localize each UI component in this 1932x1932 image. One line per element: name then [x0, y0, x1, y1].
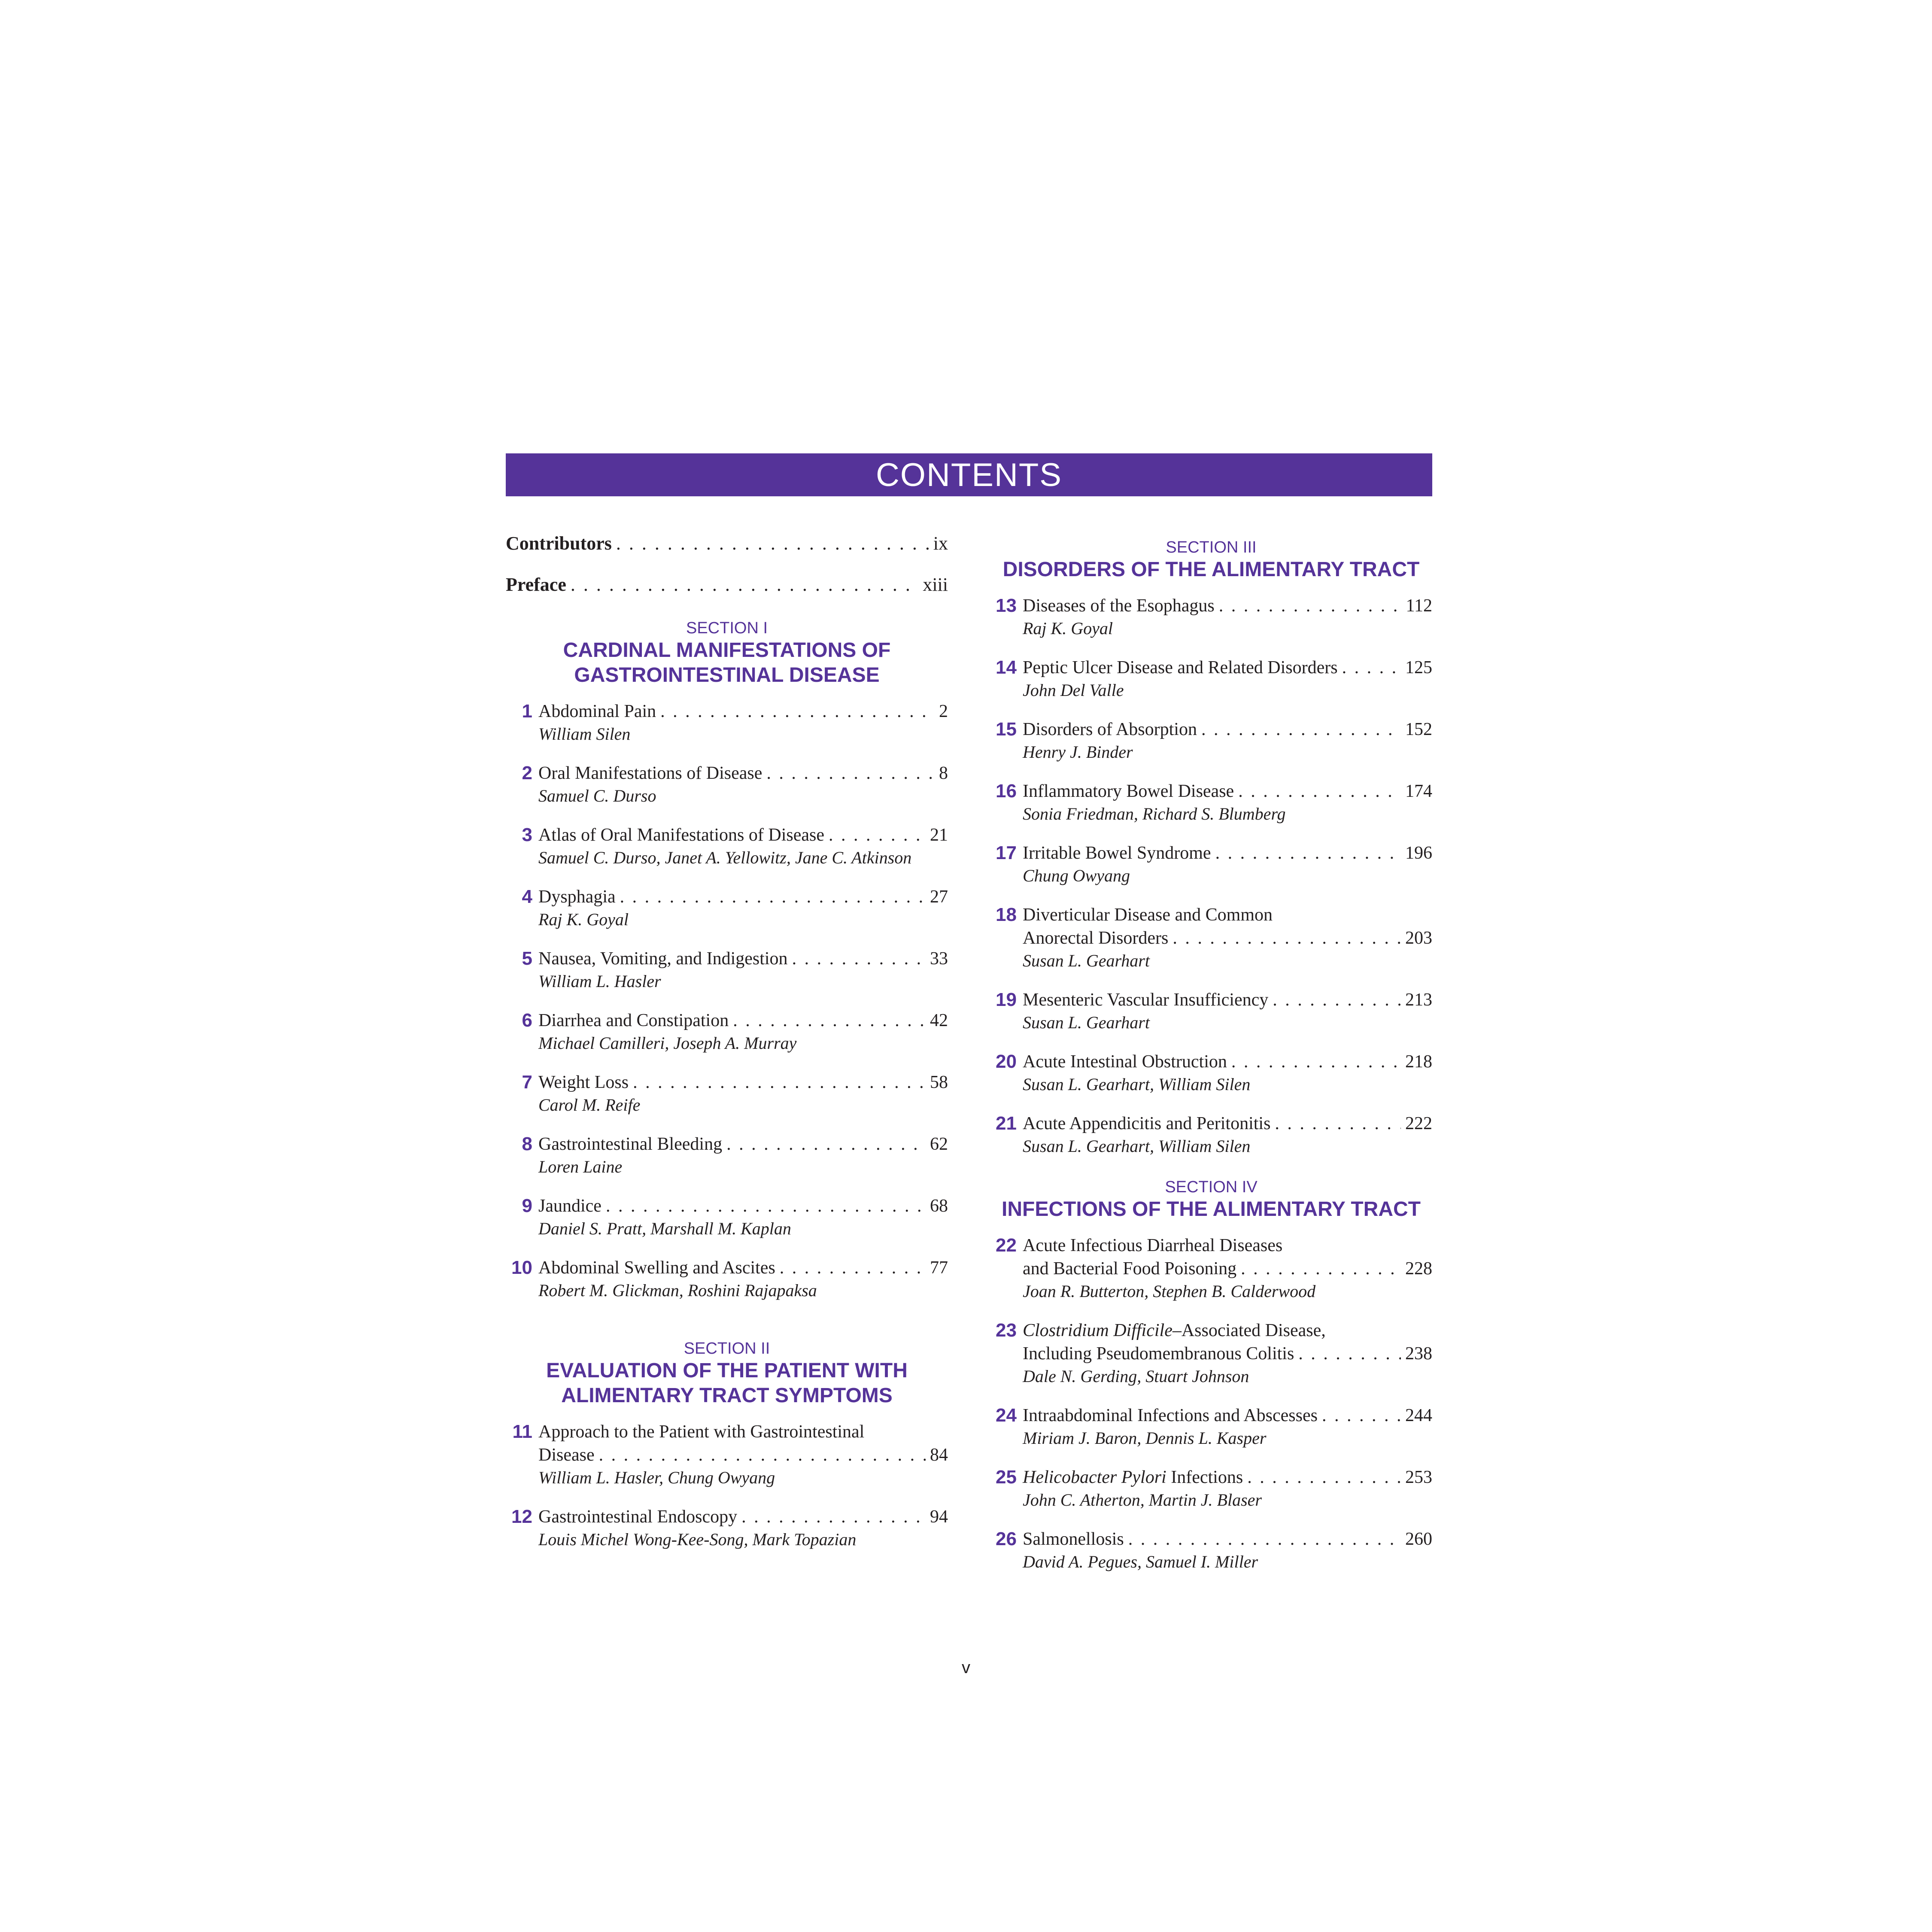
chapter-number: 11 [512, 1421, 532, 1442]
dot-leader [1275, 1112, 1401, 1135]
section-title-line: ALIMENTARY TRACT SYMPTOMS [561, 1384, 893, 1407]
dot-leader [1241, 1257, 1401, 1280]
chapter-page: 253 [1405, 1467, 1432, 1487]
toc-entry[interactable] [506, 823, 948, 869]
chapter-number: 8 [522, 1133, 532, 1154]
chapter-authors: Loren Laine [538, 1157, 623, 1176]
chapter-number: 12 [511, 1506, 532, 1527]
chapter-authors: John Del Valle [1023, 680, 1124, 700]
front-matter-contributors[interactable] [506, 532, 948, 557]
dot-leader [1128, 1528, 1401, 1551]
chapter-number: 7 [522, 1072, 532, 1093]
dot-leader [1273, 988, 1401, 1012]
toc-entry[interactable] [506, 1194, 948, 1240]
chapter-title: Mesenteric Vascular Insufficiency [1023, 990, 1269, 1010]
toc-entry[interactable] [990, 903, 1432, 972]
chapter-page: 228 [1405, 1259, 1432, 1279]
chapter-title-first-line: Acute Infectious Diarrheal Diseases [1023, 1236, 1283, 1255]
toc-entry[interactable] [990, 1050, 1432, 1096]
chapter-authors: Raj K. Goyal [1023, 619, 1113, 638]
toc-entry[interactable] [990, 988, 1432, 1034]
toc-entry[interactable] [990, 1528, 1432, 1573]
chapter-title-first-line: Diverticular Disease and Common [1023, 905, 1273, 925]
toc-entry[interactable] [990, 1466, 1432, 1511]
chapter-page: 238 [1405, 1344, 1432, 1364]
chapter-title: Peptic Ulcer Disease and Related Disorders [1023, 658, 1338, 677]
section-title-line: INFECTIONS OF THE ALIMENTARY TRACT [1002, 1198, 1421, 1221]
chapter-title: Anorectal Disorders [1023, 928, 1169, 948]
chapter-title: Diseases of the Esophagus [1023, 596, 1215, 616]
section-heading-3 [990, 538, 1432, 582]
front-matter-title: Contributors [506, 533, 612, 554]
chapter-number: 5 [522, 948, 532, 969]
chapter-title: Abdominal Pain [538, 702, 656, 721]
chapter-number: 22 [996, 1235, 1017, 1256]
chapter-authors: John C. Atherton, Martin J. Blaser [1023, 1490, 1262, 1510]
section-heading-4 [990, 1177, 1432, 1222]
chapter-title: Disease [538, 1445, 595, 1465]
chapter-authors: Dale N. Gerding, Stuart Johnson [1023, 1367, 1249, 1386]
chapter-page: 125 [1405, 658, 1432, 677]
chapter-authors: Samuel C. Durso, Janet A. Yellowitz, Jane C. Atkinson [538, 848, 912, 867]
dot-leader [829, 823, 926, 847]
chapter-authors: Daniel S. Pratt, Marshall M. Kaplan [538, 1219, 791, 1238]
toc-entry[interactable] [990, 656, 1432, 702]
toc-entry[interactable] [506, 762, 948, 807]
toc-entry[interactable] [506, 1420, 948, 1489]
chapter-page: 84 [930, 1445, 948, 1465]
chapter-authors: Louis Michel Wong-Kee-Song, Mark Topazian [538, 1530, 857, 1549]
chapter-title: Nausea, Vomiting, and Indigestion [538, 949, 788, 969]
dot-leader [733, 1009, 926, 1032]
chapter-title: Infections [1166, 1467, 1243, 1487]
section-heading-2 [506, 1339, 948, 1408]
section-title-line: CARDINAL MANIFESTATIONS OF [563, 639, 891, 662]
chapter-page: 196 [1405, 843, 1432, 863]
page-title: CONTENTS [876, 456, 1062, 493]
dot-leader [616, 532, 929, 554]
dot-leader [1173, 927, 1401, 950]
chapter-title: Abdominal Swelling and Ascites [538, 1258, 775, 1278]
toc-entry[interactable] [506, 1133, 948, 1178]
page-number: v [962, 1658, 970, 1677]
chapter-title-italic: Clostridium Difficile [1023, 1321, 1173, 1340]
chapter-authors: Chung Owyang [1023, 866, 1130, 885]
section-label: SECTION I [686, 619, 768, 637]
chapter-title-italic: Helicobacter Pylori [1023, 1467, 1166, 1487]
chapter-title-first-line: –Associated Disease, [1172, 1321, 1326, 1340]
section-title-line: GASTROINTESTINAL DISEASE [574, 664, 880, 687]
chapter-page: 203 [1405, 928, 1432, 948]
dot-leader [660, 700, 935, 723]
chapter-page: 222 [1405, 1114, 1432, 1133]
chapter-number: 13 [996, 595, 1017, 616]
chapter-page: 244 [1405, 1406, 1432, 1425]
chapter-page: 174 [1405, 781, 1432, 801]
chapter-number: 18 [996, 904, 1017, 925]
dot-leader [1298, 1342, 1401, 1365]
chapter-authors: Susan L. Gearhart, William Silen [1023, 1075, 1251, 1094]
dot-leader [1231, 1050, 1401, 1073]
toc-entry[interactable] [506, 1505, 948, 1551]
section-heading-1 [506, 618, 948, 688]
chapter-number: 19 [996, 989, 1017, 1010]
front-matter-preface[interactable] [506, 574, 948, 598]
chapter-title: Oral Manifestations of Disease [538, 763, 762, 783]
chapter-number: 21 [996, 1113, 1017, 1134]
chapter-authors: David A. Pegues, Samuel I. Miller [1023, 1552, 1258, 1571]
section-title-line: DISORDERS OF THE ALIMENTARY TRACT [1002, 558, 1420, 581]
chapter-page: 94 [930, 1507, 948, 1527]
section-label: SECTION III [1166, 538, 1257, 556]
dot-leader [1247, 1466, 1401, 1489]
toc-entry[interactable] [506, 947, 948, 993]
chapter-page: 27 [930, 887, 948, 907]
toc-entry[interactable] [506, 885, 948, 931]
chapter-title-first-line: Approach to the Patient with Gastrointestinal [538, 1422, 865, 1442]
dot-leader [1342, 656, 1401, 679]
dot-leader [780, 1256, 926, 1279]
left-column [506, 532, 948, 1567]
toc-entry[interactable] [990, 718, 1432, 763]
dot-leader [1322, 1404, 1401, 1427]
chapter-page: 68 [930, 1196, 948, 1216]
toc-entry[interactable] [990, 1404, 1432, 1449]
dot-leader [571, 574, 918, 595]
chapter-page: 260 [1405, 1529, 1432, 1549]
front-matter-page: ix [933, 533, 948, 554]
chapter-title: Irritable Bowel Syndrome [1023, 843, 1211, 863]
front-matter-page: xiii [923, 574, 948, 595]
chapter-title: Intraabdominal Infections and Abscesses [1023, 1406, 1318, 1425]
chapter-title: Jaundice [538, 1196, 601, 1216]
chapter-authors: Michael Camilleri, Joseph A. Murray [538, 1033, 797, 1053]
chapter-number: 24 [996, 1405, 1017, 1426]
chapter-authors: William L. Hasler, Chung Owyang [538, 1468, 775, 1487]
chapter-title: Weight Loss [538, 1072, 629, 1092]
chapter-page: 152 [1405, 720, 1432, 739]
chapter-authors: Miriam J. Baron, Dennis L. Kasper [1023, 1428, 1267, 1448]
chapter-page: 62 [930, 1134, 948, 1154]
chapter-authors: Susan L. Gearhart [1023, 1013, 1150, 1032]
chapter-title: and Bacterial Food Poisoning [1023, 1259, 1237, 1279]
chapter-authors: Raj K. Goyal [538, 910, 629, 929]
dot-leader [726, 1133, 926, 1156]
dot-leader [792, 947, 926, 970]
section-title-line: EVALUATION OF THE PATIENT WITH [546, 1359, 908, 1382]
chapter-number: 17 [996, 842, 1017, 863]
chapter-number: 14 [996, 657, 1017, 678]
toc-entry[interactable] [990, 1112, 1432, 1157]
chapter-title: Gastrointestinal Bleeding [538, 1134, 723, 1154]
dot-leader [766, 762, 935, 785]
chapter-authors: Henry J. Binder [1023, 742, 1133, 762]
dot-leader [599, 1443, 926, 1467]
dot-leader [633, 1071, 926, 1094]
chapter-number: 4 [522, 886, 532, 907]
chapter-title: Dysphagia [538, 887, 616, 907]
chapter-title: Gastrointestinal Endoscopy [538, 1507, 738, 1527]
chapter-title: Including Pseudomembranous Colitis [1023, 1344, 1294, 1364]
chapter-authors: Joan R. Butterton, Stephen B. Calderwood [1023, 1282, 1316, 1301]
chapter-authors: Carol M. Reife [538, 1095, 641, 1115]
chapter-page: 213 [1405, 990, 1432, 1010]
dot-leader [1238, 780, 1401, 803]
chapter-title: Atlas of Oral Manifestations of Disease [538, 825, 824, 845]
chapter-number: 20 [996, 1051, 1017, 1072]
chapter-title: Salmonellosis [1023, 1529, 1124, 1549]
chapter-title: Acute Appendicitis and Peritonitis [1023, 1114, 1271, 1133]
chapter-authors: Susan L. Gearhart [1023, 951, 1150, 970]
toc-entry[interactable] [506, 1256, 948, 1302]
toc-entry[interactable] [506, 1071, 948, 1116]
chapter-number: 26 [996, 1528, 1017, 1549]
chapter-title: Inflammatory Bowel Disease [1023, 781, 1234, 801]
section-label: SECTION IV [1165, 1178, 1258, 1196]
dot-leader [1201, 718, 1401, 741]
chapter-number: 25 [996, 1467, 1017, 1488]
chapter-page: 77 [930, 1258, 948, 1278]
chapter-title: Disorders of Absorption [1023, 720, 1197, 739]
chapter-page: 21 [930, 825, 948, 845]
chapter-page: 58 [930, 1072, 948, 1092]
chapter-page: 112 [1406, 596, 1432, 616]
dot-leader [1219, 594, 1402, 617]
toc-entry[interactable] [990, 594, 1432, 640]
chapter-authors: William Silen [538, 724, 631, 744]
toc-entry[interactable] [990, 841, 1432, 887]
right-column [990, 532, 1432, 1589]
chapter-title: Diarrhea and Constipation [538, 1011, 729, 1030]
dot-leader [606, 1194, 926, 1218]
chapter-authors: Samuel C. Durso [538, 786, 656, 805]
toc-entry[interactable] [990, 1319, 1432, 1388]
chapter-number: 15 [996, 719, 1017, 740]
chapter-page: 42 [930, 1011, 948, 1030]
chapter-page: 33 [930, 949, 948, 969]
chapter-title: Acute Intestinal Obstruction [1023, 1052, 1227, 1072]
chapter-number: 1 [522, 701, 532, 722]
chapter-page: 8 [939, 763, 948, 783]
chapter-page: 2 [939, 702, 948, 721]
chapter-page: 218 [1405, 1052, 1432, 1072]
chapter-authors: Robert M. Glickman, Roshini Rajapaksa [538, 1281, 817, 1300]
contents-banner [506, 453, 1432, 496]
chapter-authors: William L. Hasler [538, 972, 661, 991]
section-label: SECTION II [683, 1340, 770, 1358]
chapter-authors: Susan L. Gearhart, William Silen [1023, 1136, 1251, 1156]
toc-entry[interactable] [506, 700, 948, 745]
toc-entry[interactable] [506, 1009, 948, 1054]
chapter-authors: Sonia Friedman, Richard S. Blumberg [1023, 804, 1286, 823]
chapter-number: 6 [522, 1010, 532, 1031]
chapter-number: 3 [522, 824, 532, 845]
toc-entry[interactable] [990, 1234, 1432, 1303]
chapter-number: 16 [996, 781, 1017, 802]
chapter-number: 2 [522, 762, 532, 784]
chapter-number: 23 [996, 1320, 1017, 1341]
front-matter-title: Preface [506, 574, 566, 595]
chapter-number: 9 [522, 1195, 532, 1216]
dot-leader [1215, 841, 1401, 865]
chapter-number: 10 [511, 1257, 532, 1278]
dot-leader [741, 1505, 926, 1528]
dot-leader [620, 885, 926, 908]
toc-entry[interactable] [990, 780, 1432, 825]
